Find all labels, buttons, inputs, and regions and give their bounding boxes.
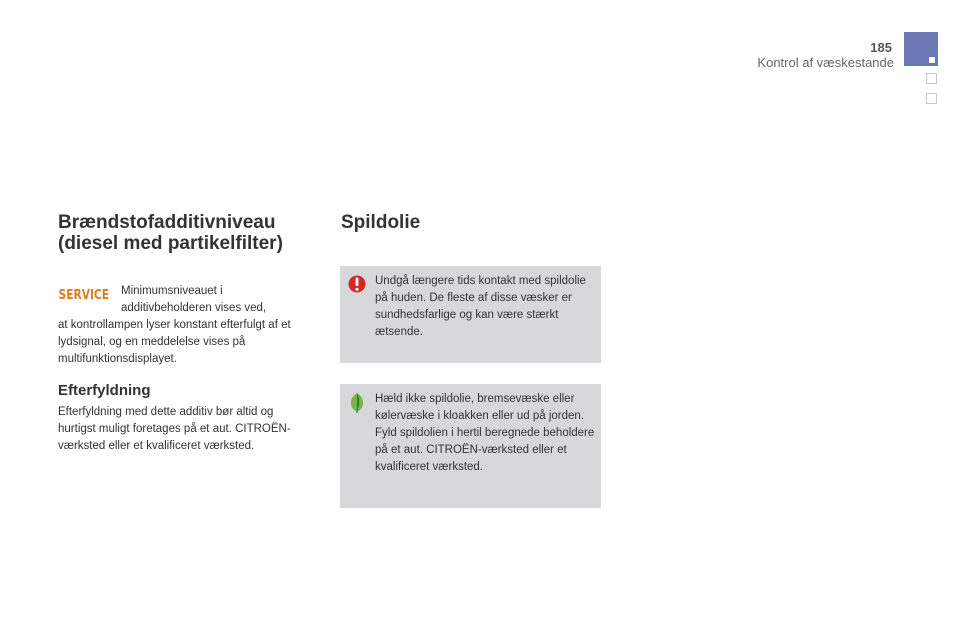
service-icon-text: SERVICE bbox=[58, 288, 110, 303]
warning-note-box bbox=[340, 266, 601, 363]
environment-leaf-icon bbox=[348, 392, 366, 412]
subheading-refill: Efterfyldning bbox=[58, 382, 151, 399]
page-number: 185 bbox=[870, 40, 892, 55]
title-line-1: Brændstofadditivniveau bbox=[58, 212, 276, 233]
section-title-waste-oil: Spildolie bbox=[341, 212, 421, 233]
warning-exclamation-icon bbox=[348, 274, 366, 294]
intro-line-1: Minimumsniveauet i bbox=[121, 285, 223, 297]
intro-paragraph-rest: at kontrollampen lyser konstant efterfulgt af et lydsignal, og en meddelelse vises på multifunktionsdisplayet. bbox=[58, 319, 291, 365]
title-line-2: (diesel med partikelfilter) bbox=[58, 233, 283, 254]
intro-paragraph bbox=[121, 283, 296, 317]
section-title-additive bbox=[58, 212, 318, 254]
warning-note-text: Undgå længere tids kontakt med spildolie på huden. De fleste af disse væsker er sundhedsfarlige og kan være stærkt ætsende. bbox=[375, 275, 586, 338]
service-warning-icon bbox=[60, 287, 108, 304]
chapter-title: Kontrol af væskestande bbox=[757, 55, 894, 70]
refill-paragraph: Efterfyldning med dette additiv bør altid og hurtigst muligt foretages på et aut. CITROËN-værksted eller et kvalificeret værksted. bbox=[58, 406, 291, 452]
tab-dot bbox=[929, 57, 935, 63]
environment-note-text: Hæld ikke spildolie, bremsevæske eller kølervæske i kloakken eller ud på jorden. Fyld spildolien i hertil beregnede beholdere på et aut. CITROËN-værksted eller et kvalificeret værksted. bbox=[375, 393, 595, 473]
chapter-tab-empty bbox=[926, 73, 937, 84]
chapter-tab-active bbox=[904, 32, 938, 66]
intro-line-2: additivbeholderen vises ved, bbox=[121, 302, 267, 314]
environment-note-box bbox=[340, 384, 601, 508]
chapter-tab-empty bbox=[926, 93, 937, 104]
